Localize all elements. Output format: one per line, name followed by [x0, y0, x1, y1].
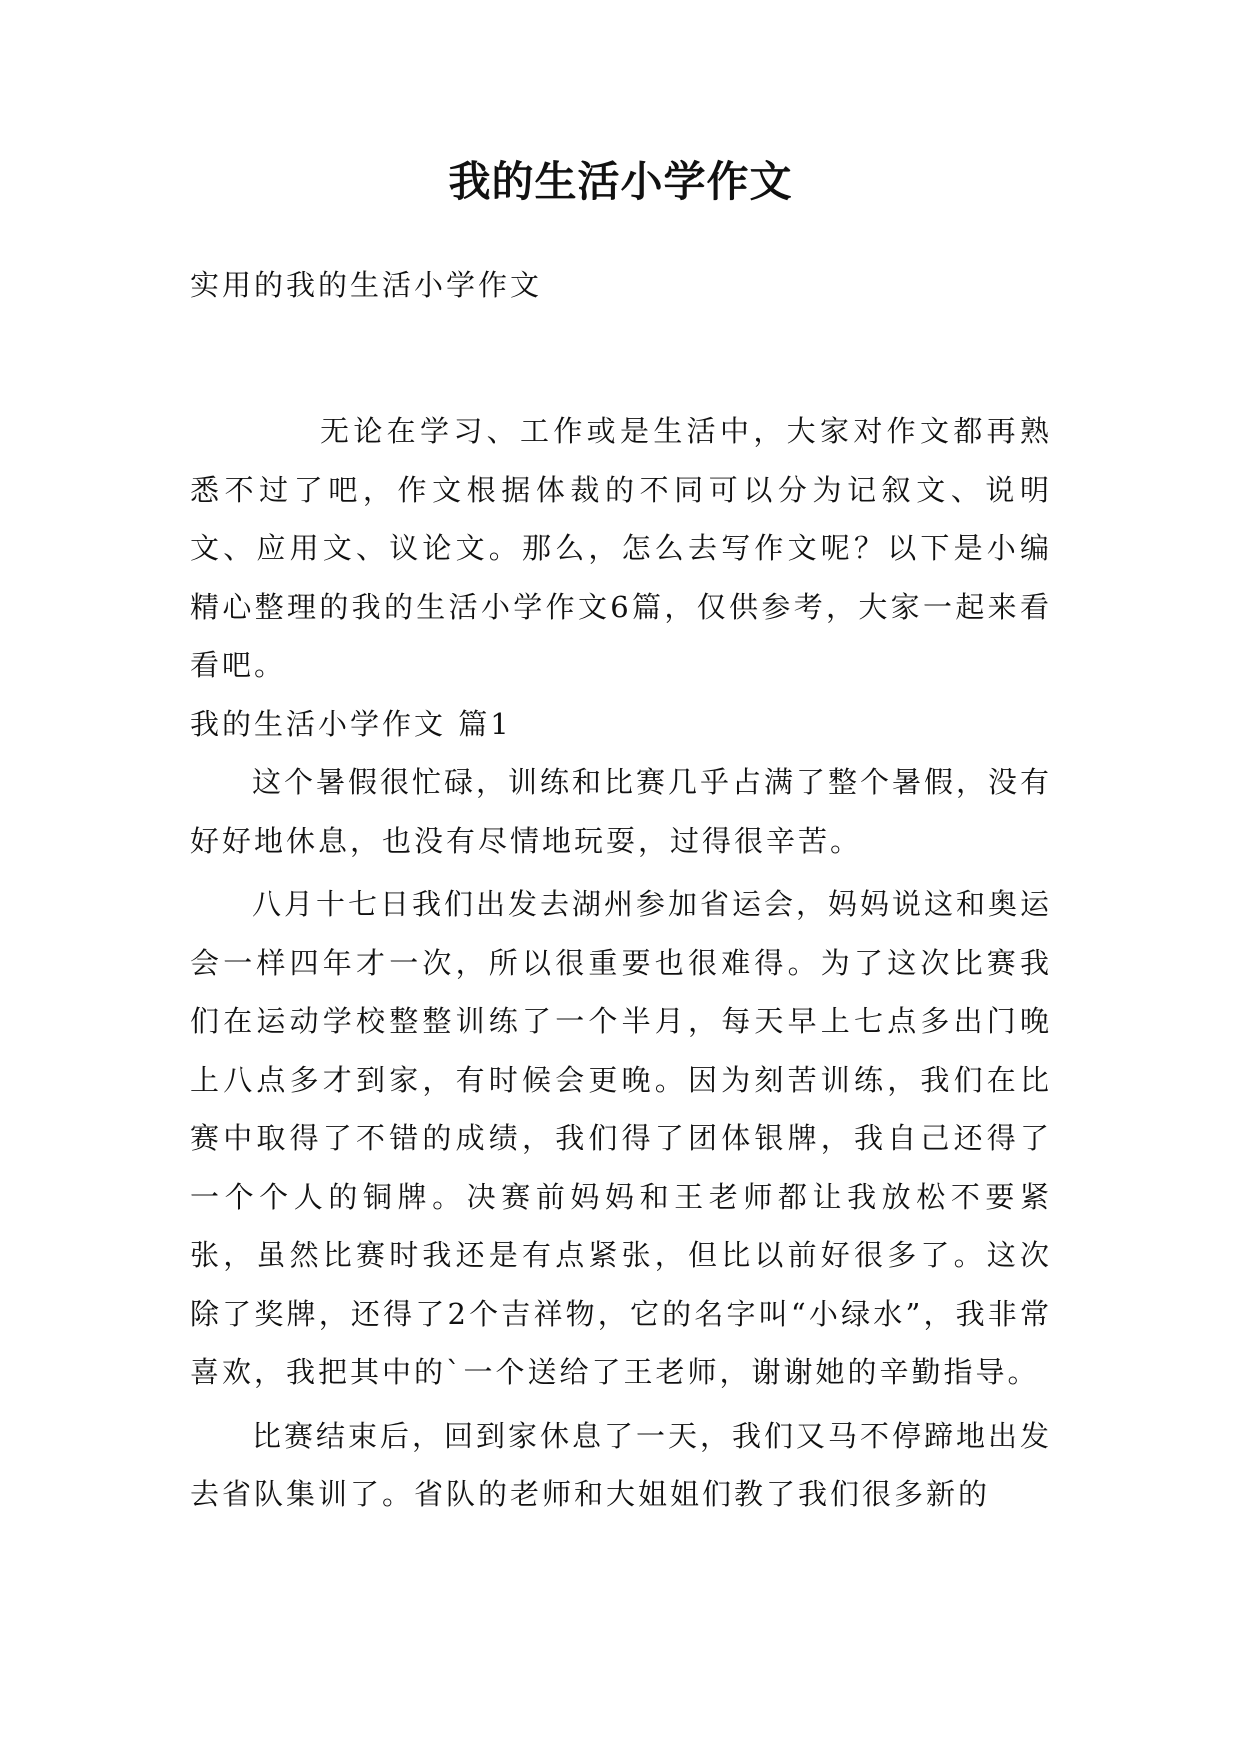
section-heading: 我的生活小学作文 篇1	[190, 706, 512, 741]
document-title: 我的生活小学作文	[448, 157, 793, 206]
document-subtitle: 实用的我的生活小学作文	[190, 268, 543, 302]
intro-paragraph: 无论在学习、工作或是生活中，大家对作文都再熟悉不过了吧，作文根据体裁的不同可以分为记叙文、说明文、应用文、议论文。那么，怎么去写作文呢？以下是小编精心整理的我的生活小学作文6篇，仅供参考，大家一起来看看吧。	[190, 414, 1052, 682]
body-paragraph: 八月十七日我们出发去湖州参加省运会，妈妈说这和奥运会一样四年才一次，所以很重要也很难得。为了这次比赛我们在运动学校整整训练了一个半月，每天早上七点多出门晚上八点多才到家，有时候会更晚。因为刻苦训练，我们在比赛中取得了不错的成绩，我们得了团体银牌，我自己还得了一个个人的铜牌。决赛前妈妈和王老师都让我放松不要紧张，虽然比赛时我还是有点紧张，但比以前好很多了。这次除了奖牌，还得了2个吉祥物，它的名字叫“小绿水”，我非常喜欢，我把其中的`一个送给了王老师，谢谢她的辛勤指导。	[190, 887, 1053, 1389]
body-paragraph: 这个暑假很忙碌，训练和比赛几乎占满了整个暑假，没有好好地休息，也没有尽情地玩耍，过得很辛苦。	[190, 765, 1053, 858]
document-body	[190, 402, 1052, 1524]
body-paragraph: 比赛结束后，回到家休息了一天，我们又马不停蹄地出发去省队集训了。省队的老师和大姐姐们教了我们很多新的	[190, 1418, 1053, 1511]
